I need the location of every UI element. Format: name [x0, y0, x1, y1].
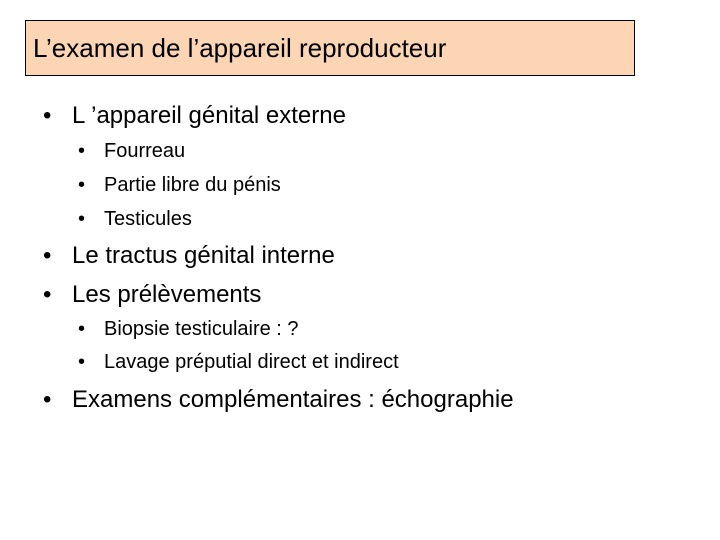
bullet-text: L ’appareil génital externe: [72, 102, 346, 129]
bullet-icon: •: [78, 208, 86, 230]
bullet-icon: •: [78, 351, 86, 373]
bullet-text: Les prélèvements: [72, 281, 262, 308]
sub-bullet-item-biopsy: [78, 318, 299, 341]
bullet-icon: •: [43, 242, 52, 269]
bullet-icon: •: [43, 386, 52, 413]
sub-bullet-item-lavage: [78, 351, 399, 374]
bullet-text: Examens complémentaires : échographie: [72, 386, 514, 413]
bullet-text: Le tractus génital interne: [72, 242, 335, 269]
bullet-text: Lavage préputial direct et indirect: [104, 351, 399, 373]
bullet-item-external-genitalia: [43, 102, 346, 130]
sub-bullet-item-testicules: [78, 208, 192, 231]
sub-bullet-item-fourreau: [78, 140, 186, 163]
bullet-icon: •: [78, 140, 86, 162]
bullet-item-internal-tract: [43, 242, 335, 270]
bullet-icon: •: [43, 102, 52, 129]
bullet-text: Partie libre du pénis: [104, 174, 281, 196]
bullet-icon: •: [43, 281, 52, 308]
sub-bullet-item-penis: [78, 174, 281, 197]
bullet-icon: •: [78, 174, 86, 196]
slide-title: L’examen de l’appareil reproducteur: [33, 33, 447, 63]
bullet-text: Fourreau: [104, 140, 186, 162]
bullet-icon: •: [78, 318, 86, 340]
bullet-item-samples: [43, 281, 262, 309]
bullet-text: Biopsie testiculaire : ?: [104, 318, 299, 340]
bullet-text: Testicules: [104, 208, 192, 230]
bullet-item-complementary-exams: [43, 386, 514, 414]
